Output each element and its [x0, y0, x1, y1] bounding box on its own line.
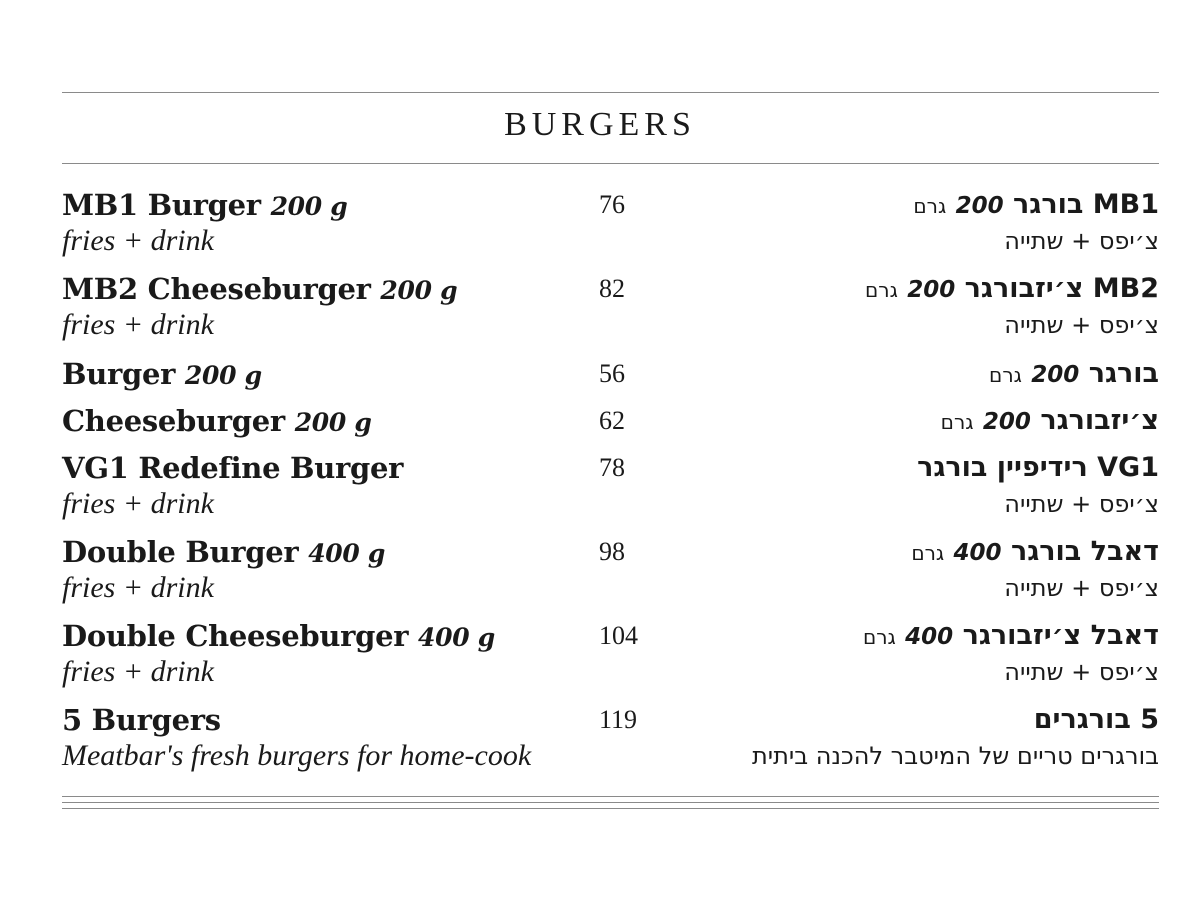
- item-name-he-text: MB1 בורגר: [1013, 189, 1159, 220]
- item-name-he-text: בורגר: [1088, 358, 1159, 389]
- item-price: 82: [599, 274, 625, 303]
- item-name-en: [62, 188, 347, 224]
- item-price: 56: [599, 359, 625, 388]
- item-name-en-text: VG1 Redefine Burger: [62, 451, 404, 485]
- item-description-he: בורגרים טריים של המיטבר להכנה ביתית: [751, 742, 1159, 770]
- item-name-he: [989, 357, 1159, 392]
- item-name-en-text: Double Burger: [62, 535, 299, 569]
- title-divider: [62, 163, 1159, 164]
- item-name-he-text: דאבל בורגר: [1010, 536, 1159, 567]
- item-name-en-text: Cheeseburger: [62, 404, 285, 438]
- item-unit-he: גרם: [911, 541, 945, 565]
- item-price: 119: [599, 705, 638, 734]
- item-unit-he: גרם: [865, 278, 898, 302]
- top-divider: [62, 92, 1159, 93]
- item-description-en: fries + drink: [62, 308, 214, 341]
- item-price: 62: [599, 406, 625, 435]
- item-name-en-text: 5 Burgers: [62, 703, 221, 737]
- item-price: 98: [599, 537, 625, 566]
- section-title: BURGERS: [504, 106, 696, 143]
- item-name-en: [62, 404, 372, 440]
- item-weight-en: 400 g: [308, 539, 386, 568]
- item-unit-he: גרם: [913, 194, 947, 218]
- item-name-he: [1034, 703, 1159, 738]
- item-name-he: [917, 451, 1159, 486]
- item-weight-en: 400 g: [418, 623, 495, 652]
- item-unit-he: גרם: [940, 410, 974, 434]
- item-description-he: צ׳יפס + שתייה: [1004, 490, 1159, 518]
- item-price: 78: [599, 453, 625, 482]
- item-name-en: [62, 272, 457, 308]
- item-weight-en: 200 g: [380, 276, 458, 305]
- item-unit-he: גרם: [862, 625, 896, 649]
- item-description-en: fries + drink: [62, 571, 214, 604]
- item-description-en: Meatbar's fresh burgers for home-cook: [62, 739, 532, 772]
- item-description-he: צ׳יפס + שתייה: [1004, 574, 1159, 602]
- item-name-he: [865, 272, 1159, 307]
- item-name-en: [62, 535, 385, 571]
- bottom-divider-1: [62, 796, 1159, 797]
- item-name-en: [62, 451, 403, 487]
- item-price: 104: [599, 621, 638, 650]
- item-weight-he: 200: [955, 193, 1004, 219]
- item-name-he-text: 5 בורגרים: [1033, 704, 1159, 735]
- item-name-en-text: MB1 Burger: [62, 188, 261, 222]
- item-description-he: צ׳יפס + שתייה: [1004, 227, 1159, 255]
- item-weight-he: 200: [907, 277, 956, 303]
- item-name-he-text: צ׳יזבורגר: [1040, 405, 1159, 436]
- item-name-he-text: VG1 רידיפיין בורגר: [917, 452, 1159, 483]
- item-name-he: [913, 188, 1159, 223]
- item-weight-he: 400: [905, 624, 954, 650]
- item-name-he-text: MB2 צ׳יזבורגר: [964, 273, 1159, 304]
- item-weight-he: 400: [953, 540, 1002, 566]
- item-name-he: [911, 535, 1159, 570]
- item-name-en: [62, 703, 221, 739]
- item-weight-en: 200 g: [294, 408, 372, 437]
- item-unit-he: גרם: [989, 363, 1022, 387]
- item-name-en: [62, 619, 495, 655]
- item-price: 76: [599, 190, 625, 219]
- bottom-divider-3: [62, 808, 1159, 809]
- item-name-en-text: Burger: [62, 357, 176, 391]
- item-weight-he: 200: [1031, 362, 1080, 388]
- item-weight-en: 200 g: [270, 192, 348, 221]
- bottom-divider-2: [62, 802, 1159, 803]
- item-name-he-text: דאבל צ׳יזבורגר: [962, 620, 1159, 651]
- item-name-he: [863, 619, 1159, 654]
- item-description-en: fries + drink: [62, 655, 214, 688]
- item-description-en: fries + drink: [62, 224, 214, 257]
- item-description-he: צ׳יפס + שתייה: [1004, 658, 1159, 686]
- item-name-en-text: MB2 Cheeseburger: [62, 272, 371, 306]
- item-name-he: [941, 404, 1159, 439]
- item-name-en: [62, 357, 262, 393]
- item-weight-he: 200: [982, 409, 1031, 435]
- item-weight-en: 200 g: [184, 361, 262, 390]
- item-description-en: fries + drink: [62, 487, 214, 520]
- item-description-he: צ׳יפס + שתייה: [1004, 311, 1159, 339]
- item-name-en-text: Double Cheeseburger: [62, 619, 409, 653]
